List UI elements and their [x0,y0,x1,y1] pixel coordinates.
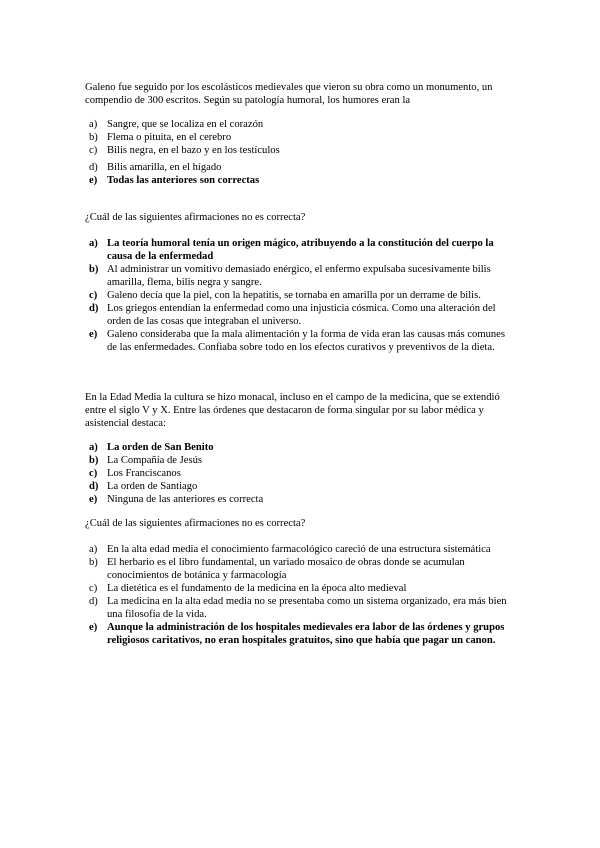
option-d [85,480,515,493]
question-stem: ¿Cuál de las siguientes afirmaciones no es correcta? [85,212,306,223]
question-1 [85,81,515,107]
option-marker: e) [89,329,98,340]
option-b [85,556,515,582]
question-2 [85,211,515,224]
option-marker: a) [89,544,98,555]
option-marker: a) [89,238,98,249]
option-marker: d) [89,596,98,607]
option-c [85,144,515,157]
option-marker: c) [89,468,98,479]
option-marker: e) [89,494,98,505]
option-marker: e) [89,622,98,633]
option-marker: b) [89,455,99,466]
option-marker: b) [89,557,98,568]
option-text: La teoría humoral tenía un origen mágico, atribuyendo a la constitución del cuerpo la causa de la enfermedad [107,238,494,262]
option-text: Ninguna de las anteriores es correcta [107,494,264,505]
option-d [85,302,515,328]
option-d [85,161,515,174]
option-text: La orden de Santiago [107,481,198,492]
option-b [85,454,515,467]
option-text: Flema o pituita, en el cerebro [107,132,232,143]
option-text: Galeno consideraba que la mala alimentación y la forma de vida eran las causas más comunes de las enfermedades. Confiaba sobre todo en los efectos curativos y preventivos de la dieta. [107,329,505,353]
question-3 [85,391,515,430]
question-stem: ¿Cuál de las siguientes afirmaciones no es correcta? [85,518,306,529]
option-text: Bilis amarilla, en el hígado [107,162,222,173]
option-text: Galeno decía que la piel, con la hepatitis, se tornaba en amarilla por un derrame de bilis. [107,290,481,301]
option-d [85,595,515,621]
option-c [85,582,515,595]
option-text: La dietética es el fundamento de la medicina en la época alto medieval [107,583,407,594]
question-stem: Galeno fue seguido por los escolásticos medievales que vieron su obra como un monumento, un compendio de 300 escritos. Según su patología humoral, los humores eran la [85,82,493,106]
option-text: Los griegos entendían la enfermedad como una injusticia cósmica. Como una alteración del orden de las cosas que integraban el universo. [107,303,496,327]
option-text: La orden de San Benito [107,442,214,453]
option-e [85,328,515,354]
option-text: Sangre, que se localiza en el corazón [107,119,264,130]
option-text: La medicina en la alta edad media no se presentaba como un sistema organizado, era más bien una filosofía de la vida. [107,596,507,620]
option-e [85,174,515,187]
option-marker: d) [89,303,99,314]
option-marker: c) [89,583,98,594]
option-a [85,118,515,131]
option-text: En la alta edad media el conocimiento farmacológico careció de una estructura sistemática [107,544,491,555]
option-a [85,441,515,454]
option-text: El herbario es el libro fundamental, un variado mosaico de obras donde se acumulan conocimientos de botánica y farmacología [107,557,465,581]
question-stem: En la Edad Media la cultura se hizo monacal, incluso en el campo de la medicina, que se extendió entre el siglo V y X. Entre las órdenes que destacaron de forma singular por su labor médica y asistencial destaca: [85,392,500,429]
option-text: Bilis negra, en el bazo y en los testículos [107,145,280,156]
option-text: Al administrar un vomitivo demasiado enérgico, el enfermo expulsaba sucesivamente bilis amarilla, flema, bilis negra y sangre. [107,264,491,288]
option-text: Aunque la administración de los hospitales medievales era labor de las órdenes y grupos religiosos caritativos, no eran hospitales gratuitos, sino que había que pagar un canon. [107,622,505,646]
question-2-options [85,237,515,354]
option-marker: e) [89,175,98,186]
question-3-options [85,441,515,506]
option-c [85,467,515,480]
question-4 [85,517,515,530]
option-text: La Compañía de Jesús [107,455,203,466]
option-a [85,543,515,556]
option-marker: b) [89,132,98,143]
option-e [85,493,515,506]
option-marker: a) [89,442,98,453]
option-a [85,237,515,263]
option-e [85,621,515,647]
question-4-options [85,543,515,647]
option-marker: d) [89,481,99,492]
option-marker: d) [89,162,98,173]
option-b [85,131,515,144]
option-marker: b) [89,264,99,275]
option-b [85,263,515,289]
option-text: Los Franciscanos [107,468,181,479]
option-marker: a) [89,119,98,130]
option-marker: c) [89,145,98,156]
option-text: Todas las anteriores son correctas [107,175,260,186]
option-c [85,289,515,302]
question-1-options [85,118,515,187]
option-marker: c) [89,290,98,301]
